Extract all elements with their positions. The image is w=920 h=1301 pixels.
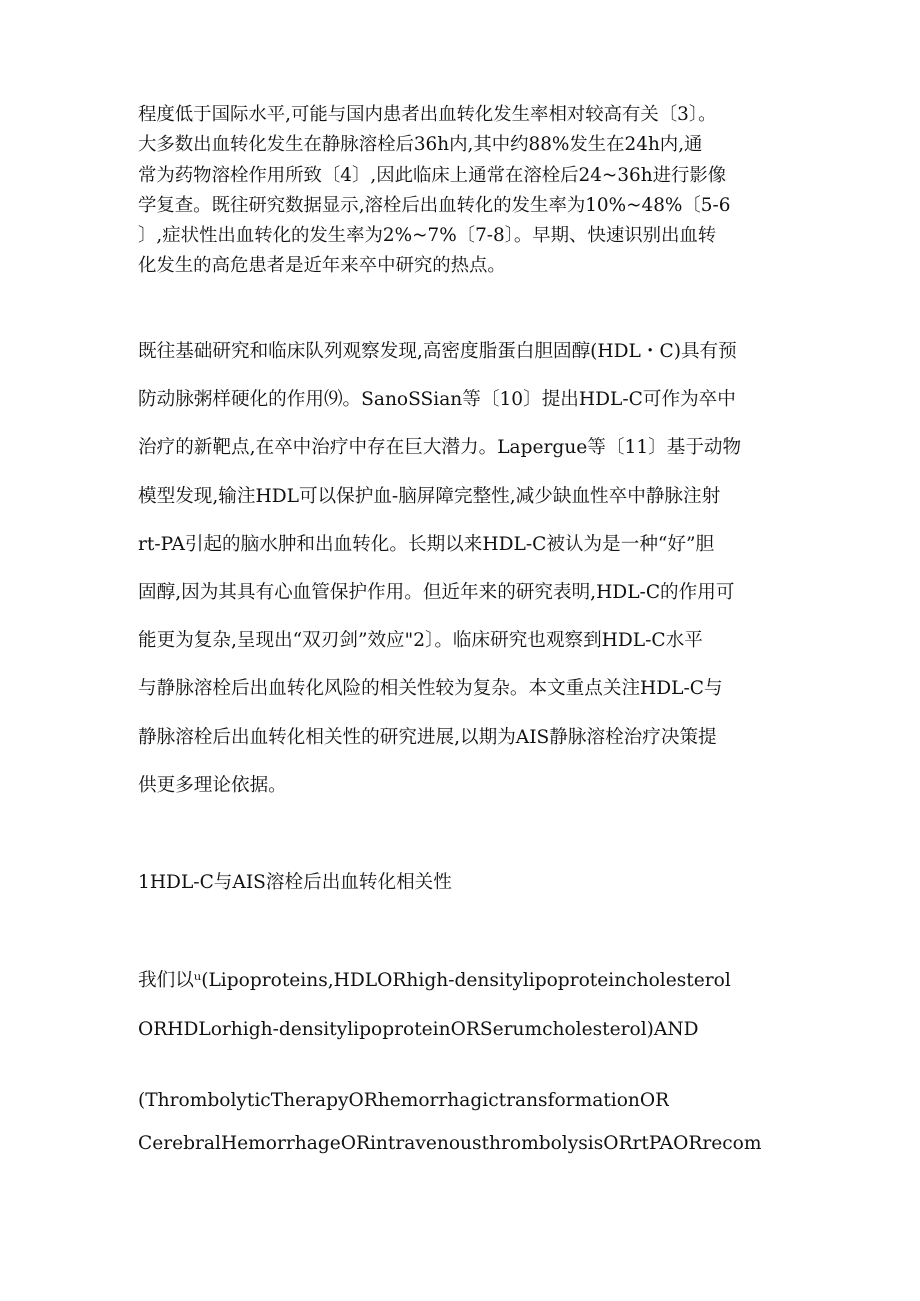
text-line: 供更多理论依据。	[138, 774, 287, 796]
text-line: 治疗的新靶点,在卒中治疗中存在巨大潜力。Lapergue等〔11〕基于动物	[138, 437, 742, 459]
text-line: 固醇,因为其具有心血管保护作用。但近年来的研究表明,HDL-C的作用可	[138, 582, 735, 604]
text-line: 能更为复杂,呈现出“双刃剑”效应"2〕。临床研究也观察到HDL-C水平	[138, 630, 703, 652]
text-line: 我们以ᵘ(Lipoproteins,HDLORhigh-densitylipoproteincholesterol	[138, 970, 731, 991]
paragraph-hemorrhagic-transformation-incidence	[138, 100, 786, 282]
text-line: 静脉溶栓后出血转化相关性的研究进展,以期为AIS静脉溶栓治疗决策提	[138, 726, 717, 748]
text-line: 〕,症状性出血转化的发生率为2%~7%〔7-8〕。早期、快速识别出血转	[138, 225, 717, 247]
text-line: 学复查。既往研究数据显示,溶栓后出血转化的发生率为10%~48%〔5-6	[138, 194, 731, 216]
text-line: 既往基础研究和临床队列观察发现,高密度脂蛋白胆固醇(HDL・C)具有预	[138, 341, 737, 362]
text-line: 化发生的高危患者是近年来卒中研究的热点。	[138, 255, 506, 277]
text-line: rt-PA引起的脑水肿和出血转化。长期以来HDL-C被认为是一种“好”胆	[138, 533, 715, 555]
text-line: 程度低于国际水平,可能与国内患者出血转化发生率相对较高有关〔3〕。	[138, 104, 717, 125]
text-line: 与静脉溶栓后出血转化风险的相关性较为复杂。本文重点关注HDL-C与	[138, 678, 723, 700]
paragraph-hdl-c-background	[138, 328, 786, 810]
text-line: 大多数出血转化发生在静脉溶栓后36h内,其中约88%发生在24h内,通	[138, 134, 703, 156]
text-line: CerebralHemorrhageORintravenousthrombolysisORrtPAORrecom	[138, 1133, 762, 1154]
text-line: 模型发现,输注HDL可以保护血-脑屏障完整性,减少缺血性卒中静脉注射	[138, 485, 721, 507]
text-line: 常为药物溶栓作用所致〔4〕,因此临床上通常在溶栓后24~36h进行影像	[138, 164, 727, 186]
text-line: ORHDLorhigh-densitylipoproteinORSerumcholesterol)AND	[138, 1019, 699, 1040]
section-heading: 1HDL-C与AIS溶栓后出血转化相关性	[138, 872, 452, 893]
text-line: (ThrombolyticTherapyORhemorrhagictransformationOR	[138, 1090, 670, 1111]
text-line: 防动脉粥样硬化的作用⑼。SanoSSian等〔10〕提出HDL-C可作为卒中	[138, 389, 736, 411]
